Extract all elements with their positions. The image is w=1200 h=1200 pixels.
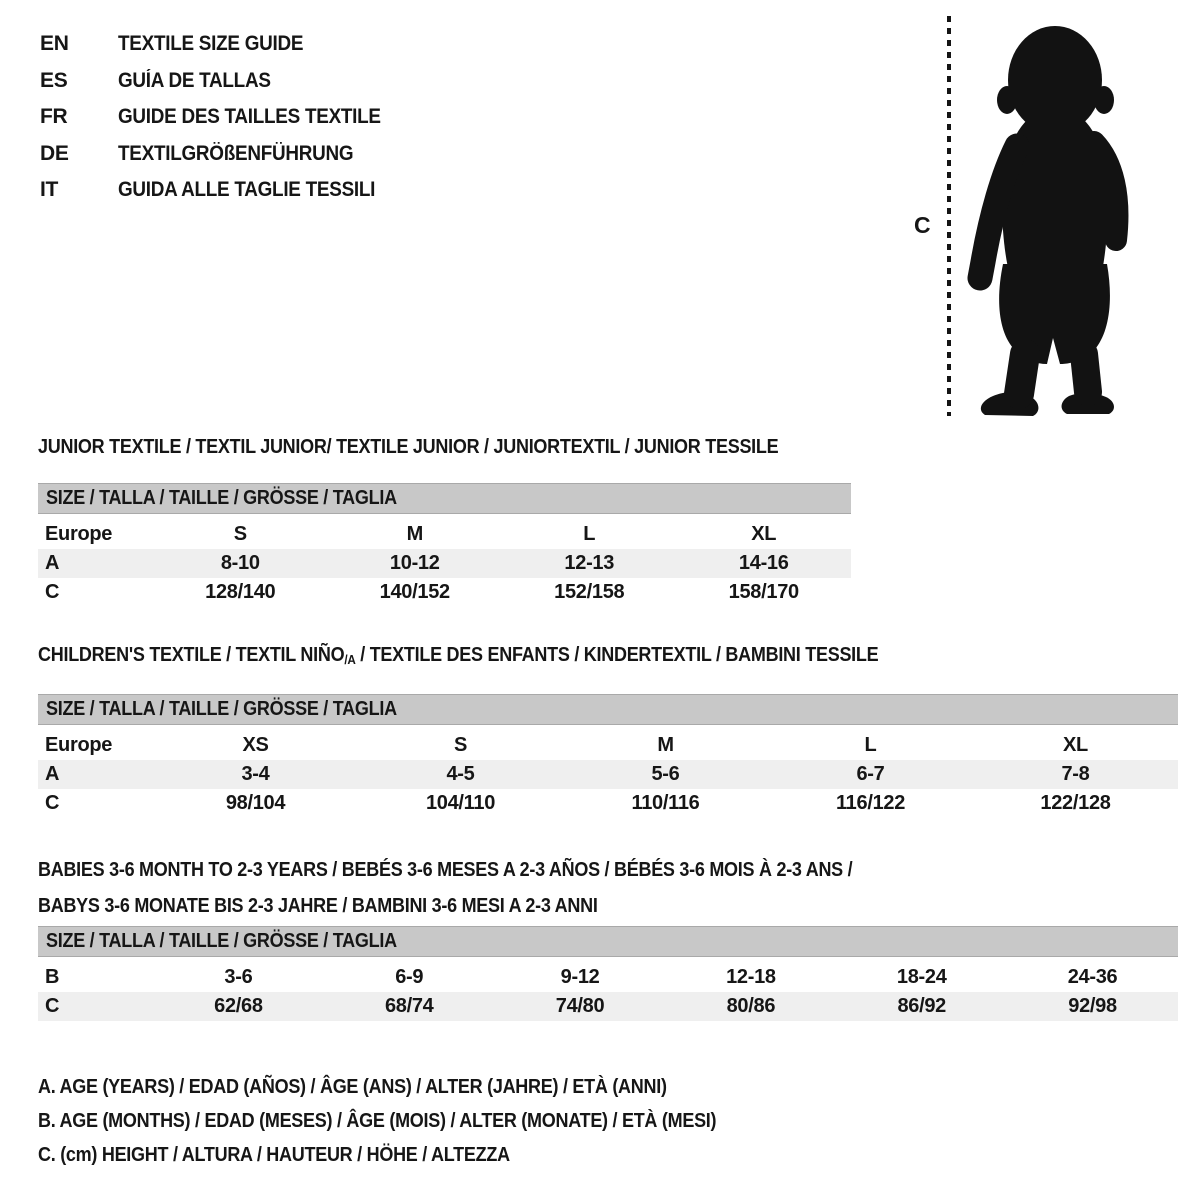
months-cell: 24-36 [1067,966,1118,988]
lang-title: GUÍA DE TALLAS [118,68,271,92]
size-cell: XL [751,523,777,545]
height-cell: 80/86 [726,995,776,1017]
lang-row-en [40,26,410,63]
row-label: C [45,581,60,603]
table-row-europe [38,731,1178,760]
height-cell: 62/68 [214,995,263,1017]
row-label: Europe [45,734,113,756]
lang-code: DE [40,141,69,165]
height-cell: 92/98 [1068,995,1117,1017]
age-cell: 10-12 [389,552,440,574]
section-children-textile [38,644,1178,818]
title-part: / TEXTILE DES ENFANTS / KINDERTEXTIL / BAMBINI TESSILE [355,644,879,666]
size-header-text: SIZE / TALLA / TAILLE / GRÖSSE / TAGLIA [46,698,397,720]
height-measure-line [947,16,951,416]
lang-row-de [40,136,410,173]
lang-code: IT [40,178,59,201]
size-header-band [38,483,851,514]
size-cell: L [583,523,596,545]
row-label: A [45,552,60,574]
legend-line-a [38,1070,792,1104]
legend-text: C. (cm) HEIGHT / ALTURA / HAUTEUR / HÖHE / ALTEZZA [38,1144,510,1166]
height-cell: 140/152 [379,581,450,603]
table-row-height [38,992,1178,1021]
height-cell: 104/110 [425,792,496,814]
row-label: B [45,966,60,988]
months-cell: 18-24 [896,966,947,988]
section-junior-textile [38,436,851,607]
months-cell: 9-12 [560,966,600,988]
age-cell: 3-4 [241,763,270,785]
section-title-text: JUNIOR TEXTILE / TEXTIL JUNIOR/ TEXTILE JUNIOR / JUNIORTEXTIL / JUNIOR TESSILE [38,436,779,458]
section-title-text: BABIES 3-6 MONTH TO 2-3 YEARS / BEBÉS 3-6 MESES A 2-3 AÑOS / BÉBÉS 3-6 MOIS À 2-3 ANS / [38,859,853,881]
height-cell: 68/74 [384,995,434,1017]
size-cell: M [406,523,423,545]
height-cell: 122/128 [1040,792,1111,814]
section-title-text: BABYS 3-6 MONATE BIS 2-3 JAHRE / BAMBINI 3-6 MESI A 2-3 ANNI [38,895,598,917]
height-cell: 128/140 [205,581,276,603]
table-row-age [38,760,1178,789]
section-title-line-2 [38,888,1178,924]
language-title-list [40,26,410,209]
section-title-text [38,644,878,668]
height-cell: 74/80 [555,995,605,1017]
size-cell: S [233,523,247,545]
size-cell: M [657,734,674,756]
table-row-months [38,963,1178,992]
size-header-text: SIZE / TALLA / TAILLE / GRÖSSE / TAGLIA [46,930,397,952]
height-cell: 116/122 [835,792,906,814]
section-title-line-1 [38,852,1178,888]
size-cell: XL [1063,734,1088,756]
section-title [38,436,851,458]
row-label: C [45,792,60,814]
title-subscript: /A [344,652,356,667]
height-cell: 110/116 [631,792,700,814]
measure-label-c: C [914,212,931,238]
lang-title: TEXTILGRÖßENFÜHRUNG [118,141,354,165]
row-label: A [45,763,60,785]
months-cell: 12-18 [726,966,776,988]
age-cell: 12-13 [564,552,615,574]
row-label: C [45,995,60,1017]
legend-text: A. AGE (YEARS) / EDAD (AÑOS) / ÂGE (ANS) / ALTER (JAHRE) / ETÀ (ANNI) [38,1076,667,1098]
age-cell: 4-5 [446,763,475,785]
height-cell: 98/104 [225,792,286,814]
size-header-text: SIZE / TALLA / TAILLE / GRÖSSE / TAGLIA [46,487,397,509]
lang-code: ES [40,68,68,92]
measure-legend [38,1070,792,1172]
lang-title: GUIDA ALLE TAGLIE TESSILI [118,178,376,201]
size-header-band [38,926,1178,957]
lang-code: EN [40,32,69,55]
table-row-age [38,549,851,578]
size-cell: XS [242,734,269,756]
section-babies-textile [38,852,1178,1021]
lang-title: TEXTILE SIZE GUIDE [118,32,304,55]
section-title [38,644,1178,668]
lang-code: FR [40,105,68,128]
toddler-silhouette-icon [960,18,1156,418]
height-measure-figure [898,14,1162,422]
size-header-band [38,694,1178,725]
legend-text: B. AGE (MONTHS) / EDAD (MESES) / ÂGE (MOIS) / ALTER (MONATE) / ETÀ (MESI) [38,1110,717,1132]
lang-title: GUIDE DES TAILLES TEXTILE [118,105,381,128]
row-label: Europe [45,523,113,545]
table-row-height [38,578,851,607]
size-cell: L [864,734,877,756]
age-cell: 5-6 [651,763,680,785]
lang-row-es [40,63,410,100]
legend-line-b [38,1104,792,1138]
table-row-europe [38,520,851,549]
age-cell: 6-7 [856,763,885,785]
height-cell: 158/170 [728,581,799,603]
age-cell: 7-8 [1061,763,1090,785]
height-cell: 86/92 [897,995,946,1017]
title-part: CHILDREN'S TEXTILE / TEXTIL NIÑO [38,644,345,666]
age-cell: 8-10 [220,552,260,574]
lang-row-it [40,172,410,209]
legend-line-c [38,1138,792,1172]
lang-row-fr [40,99,410,136]
months-cell: 3-6 [224,966,253,988]
height-cell: 152/158 [554,581,625,603]
age-cell: 14-16 [738,552,789,574]
months-cell: 6-9 [395,966,424,988]
size-cell: S [453,734,468,756]
table-row-height [38,789,1178,818]
